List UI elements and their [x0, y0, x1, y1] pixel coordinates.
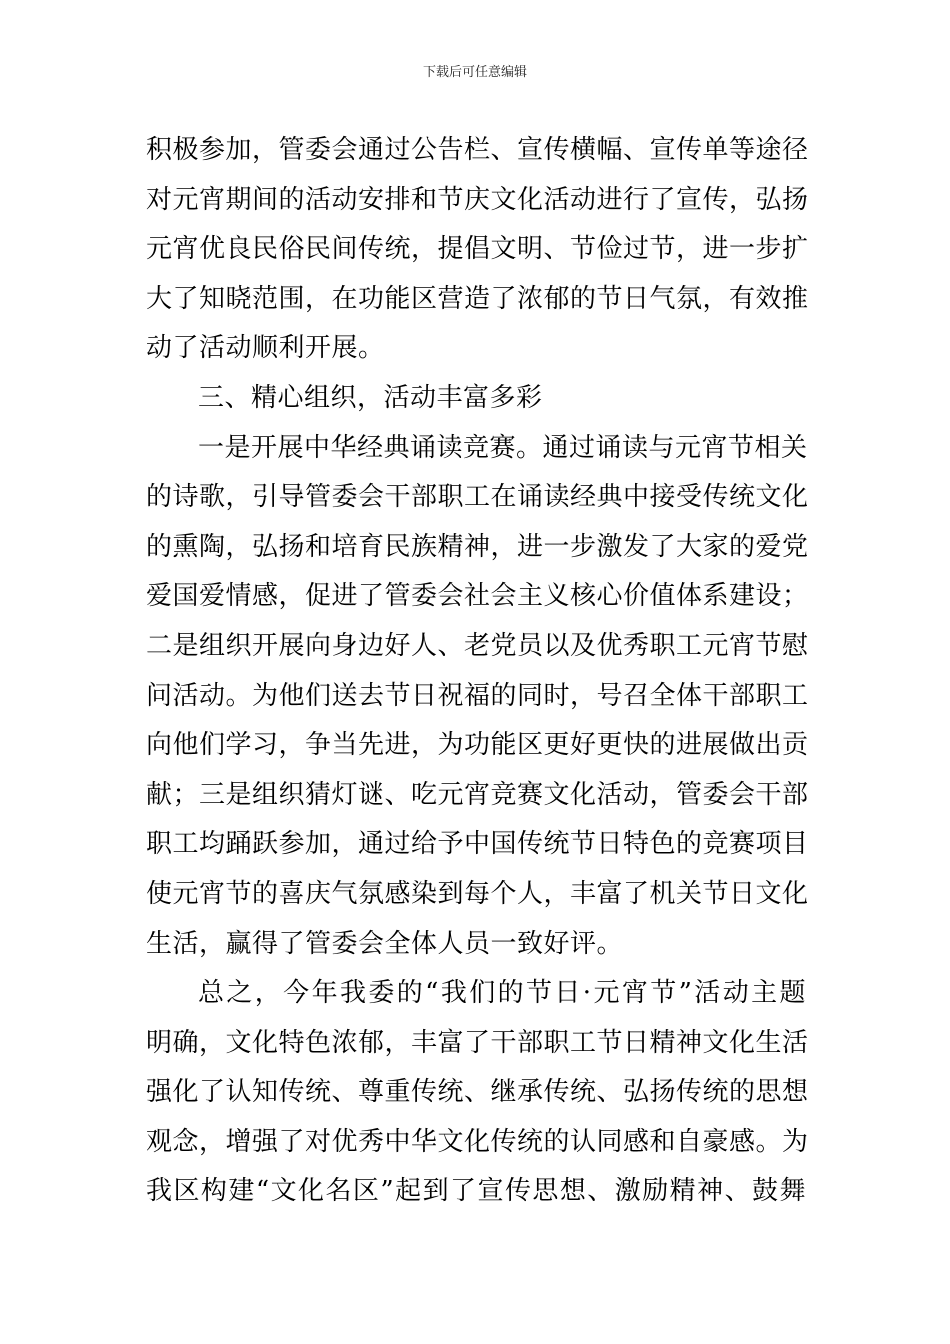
text-line: 向他们学习，争当先进，为功能区更好更快的进展做出贡: [146, 730, 809, 761]
page-header-note: 下载后可任意编辑: [422, 65, 527, 80]
text-line: 的诗歌，引导管委会干部职工在诵读经典中接受传统文化: [146, 482, 809, 513]
text-line: 动了活动顺利开展。: [146, 333, 385, 364]
document-body: [146, 126, 809, 1217]
text-line: 爱国爱情感，促进了管委会社会主义核心价值体系建设；: [146, 581, 809, 612]
text-line: 观念，增强了对优秀中华文化传统的认同感和自豪感。为: [146, 1126, 809, 1157]
text-line: 对元宵期间的活动安排和节庆文化活动进行了宣传，弘扬: [146, 184, 809, 215]
text-line: 的熏陶，弘扬和培育民族精神，进一步激发了大家的爱党: [146, 531, 809, 562]
text-line: 职工均踊跃参加，通过给予中国传统节日特色的竞赛项目: [146, 829, 809, 860]
text-line: 元宵优良民俗民间传统，提倡文明、节俭过节，进一步扩: [146, 234, 809, 265]
text-line: 大了知晓范围，在功能区营造了浓郁的节日气氛，有效推: [146, 283, 809, 314]
text-line: 一是开展中华经典诵读竞赛。通过诵读与元宵节相关: [198, 432, 808, 463]
text-line: 献；三是组织猜灯谜、吃元宵竞赛文化活动，管委会干部: [146, 779, 809, 810]
text-line: 总之，今年我委的“我们的节日·元宵节”活动主题: [198, 978, 806, 1009]
text-line: 三、精心组织，活动丰富多彩: [198, 382, 543, 413]
text-line: 积极参加，管委会通过公告栏、宣传横幅、宣传单等途径: [146, 135, 809, 165]
text-line: 我区构建“文化名区”起到了宣传思想、激励精神、鼓舞: [146, 1176, 806, 1207]
text-line: 生活，赢得了管委会全体人员一致好评。: [146, 928, 624, 959]
text-line: 明确，文化特色浓郁，丰富了干部职工节日精神文化生活: [146, 1027, 809, 1058]
text-line: 二是组织开展向身边好人、老党员以及优秀职工元宵节慰: [146, 630, 809, 661]
text-line: 强化了认知传统、尊重传统、继承传统、弘扬传统的思想: [146, 1077, 809, 1108]
text-line: 使元宵节的喜庆气氛感染到每个人，丰富了机关节日文化: [146, 878, 809, 909]
text-line: 问活动。为他们送去节日祝福的同时，号召全体干部职工: [146, 680, 809, 711]
